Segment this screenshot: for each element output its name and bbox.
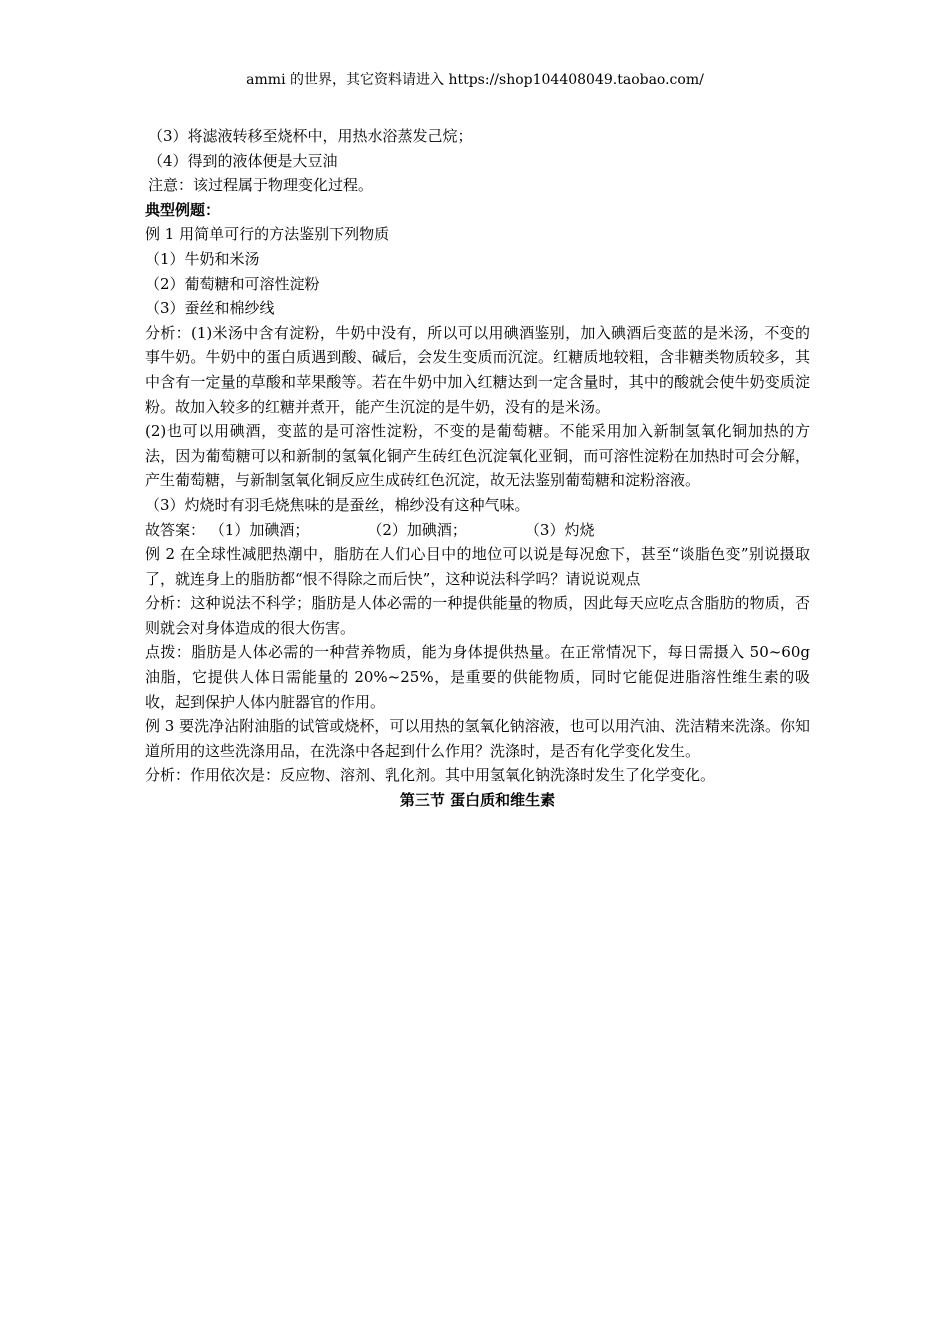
example1-answer <box>145 518 810 543</box>
example1-analysis-3: （3）灼烧时有羽毛烧焦味的是蚕丝，棉纱没有这种气味。 <box>145 495 530 514</box>
document-body <box>145 124 810 813</box>
answer-1: （1）加碘酒； <box>209 520 310 539</box>
note: 注意：该过程属于物理变化过程。 <box>148 176 374 195</box>
answer-label: 故答案： <box>145 520 206 539</box>
example1-question: 例 1 用简单可行的方法鉴别下列物质 <box>145 225 390 244</box>
page-header: ammi 的世界，其它资料请进入 https://shop104408049.taobao.com/ <box>246 72 704 88</box>
example1-item-1: （1）牛奶和米汤 <box>145 249 260 268</box>
section-heading: 典型例题： <box>145 200 221 219</box>
answer-3: （3）灼烧 <box>524 520 595 539</box>
step-3: （3）将滤液转移至烧杯中，用热水浴蒸发己烷； <box>148 127 473 145</box>
example2-tip: 点拨：脂肪是人体必需的一种营养物质，能为身体提供热量。在正常情况下，每日需摄入 50~60g 油脂，它提供人体日需能量的 20%~25%，是重要的供能物质，同时它能促进脂溶性维生素的吸收，起到保护人体内脏器官的作用。 <box>145 643 810 711</box>
answer-2: （2）加碘酒； <box>367 520 467 539</box>
example1-analysis-2: (2)也可以用碘酒，变蓝的是可溶性淀粉，不变的是葡萄糖。不能采用加入新制氢氧化铜加热的方法，因为葡萄糖可以和新制的氢氧化铜产生砖红色沉淀氧化亚铜，而可溶性淀粉在加热时可会分解，产生葡萄糖，与新制氢氧化铜反应生成砖红色沉淀，故无法鉴别葡萄糖和淀粉溶液。 <box>145 422 810 490</box>
example1-item-2: （2）葡萄糖和可溶性淀粉 <box>145 274 320 293</box>
next-section-title: 第三节 蛋白质和维生素 <box>399 791 556 810</box>
example3-question: 例 3 要洗净沾附油脂的试管或烧杯，可以用热的氢氧化钠溶液，也可以用汽油、洗洁精来洗涤。你知道所用的这些洗涤用品，在洗涤中各起到什么作用？洗涤时，是否有化学变化发生。 <box>145 717 810 760</box>
example2-question: 例 2 在全球性减肥热潮中，脂肪在人们心目中的地位可以说是每况愈下，甚至“谈脂色变”别说摄取了，就连身上的脂肪都“恨不得除之而后快”，这种说法科学吗？请说说观点 <box>145 545 810 588</box>
example2-analysis: 分析：这种说法不科学；脂肪是人体必需的一种提供能量的物质，因此每天应吃点含脂肪的物质，否则就会对身体造成的很大伤害。 <box>145 594 810 637</box>
example1-analysis-1: 分析：(1)米汤中含有淀粉，牛奶中没有，所以可以用碘酒鉴别，加入碘酒后变蓝的是米汤，不变的事牛奶。牛奶中的蛋白质遇到酸、碱后，会发生变质而沉淀。红糖质地较粗，含非糖类物质较多，其中含有一定量的草酸和苹果酸等。若在牛奶中加入红糖达到一定含量时，其中的酸就会使牛奶变质淀粉。故加入较多的红糖并煮开，能产生沉淀的是牛奶，没有的是米汤。 <box>145 323 810 416</box>
example3-analysis: 分析：作用依次是：反应物、溶剂、乳化剂。其中用氢氧化钠洗涤时发生了化学变化。 <box>145 766 716 785</box>
step-4: （4）得到的液体便是大豆油 <box>148 151 338 170</box>
example1-item-3: （3）蚕丝和棉纱线 <box>145 299 275 318</box>
